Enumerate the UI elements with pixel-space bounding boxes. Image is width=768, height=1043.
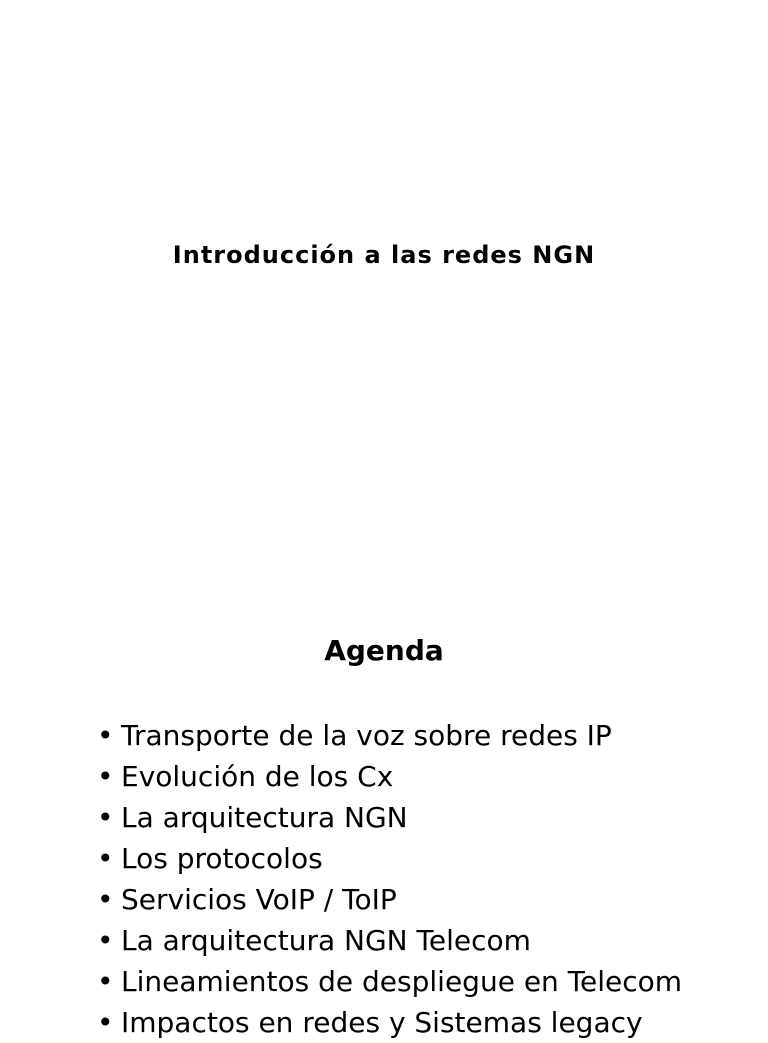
bullet-icon: • (97, 801, 114, 834)
bullet-icon: • (97, 1006, 114, 1039)
agenda-item-text: Evolución de los Cx (121, 760, 394, 793)
agenda-item (92, 797, 682, 838)
agenda-item-text: La arquitectura NGN (121, 801, 408, 834)
agenda-item (92, 961, 682, 1002)
bullet-icon: • (97, 965, 114, 998)
agenda-item-text: La arquitectura NGN Telecom (121, 924, 531, 957)
bullet-icon: • (97, 719, 114, 752)
agenda-heading: Agenda (324, 634, 444, 667)
bullet-icon: • (97, 760, 114, 793)
agenda-item-text: Impactos en redes y Sistemas legacy (121, 1006, 643, 1039)
agenda-item-text: Transporte de la voz sobre redes IP (121, 719, 612, 752)
agenda-item (92, 920, 682, 961)
bullet-icon: • (97, 924, 114, 957)
agenda-item (92, 1002, 682, 1043)
document-title: Introducción a las redes NGN (172, 241, 596, 269)
agenda-item-text: Servicios VoIP / ToIP (121, 883, 397, 916)
agenda-item-text: Los protocolos (121, 842, 323, 875)
agenda-item-text: Lineamientos de despliegue en Telecom (121, 965, 683, 998)
agenda-list (92, 715, 682, 1043)
bullet-icon: • (97, 883, 114, 916)
agenda-item (92, 838, 682, 879)
agenda-item (92, 715, 682, 756)
agenda-item (92, 756, 682, 797)
agenda-item (92, 879, 682, 920)
bullet-icon: • (97, 842, 114, 875)
